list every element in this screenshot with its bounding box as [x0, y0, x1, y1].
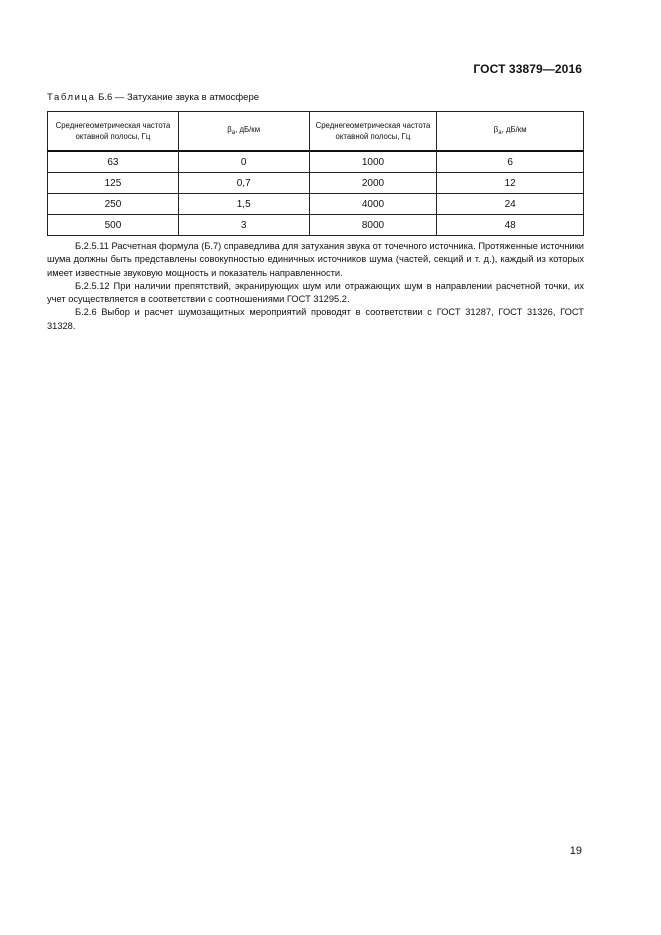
table-cell: 6	[437, 151, 584, 173]
page-number: 19	[569, 845, 582, 857]
table-cell: 1000	[309, 151, 437, 173]
paragraph-b2512: Б.2.5.12 При наличии препятствий, экранирующих шум или отражающих шум в направлении расчетной точки, их учет осуществляется в соответствии с соотношениями ГОСТ 31295.2.	[47, 280, 584, 305]
table-cell: 24	[437, 194, 584, 215]
attenuation-table	[47, 111, 584, 236]
table-cell: 0,7	[178, 173, 309, 194]
table-cell: 63	[48, 151, 179, 173]
paragraph-b26: Б.2.6 Выбор и расчет шумозащитных мероприятий проводят в соответствии с ГОСТ 31287, ГОСТ 31326, ГОСТ 31328.	[47, 307, 584, 331]
table-cell: 0	[178, 151, 309, 173]
table-row	[48, 151, 584, 173]
table-cell: 48	[437, 215, 584, 236]
table-row	[48, 215, 584, 236]
table-cell: 12	[437, 173, 584, 194]
table-cell: 8000	[309, 215, 437, 236]
document-code: ГОСТ 33879—2016	[473, 62, 582, 76]
paragraph-b2511: Б.2.5.11 Расчетная формула (Б.7) справедлива для затухания звука от точечного источника. Протяженные источники шума должны быть представлены совокупностью единичных источников шума (частей, секций и т. д.), каждый из которых имеет известные звуковую мощность и показатель направленности.	[47, 241, 584, 278]
table-cell: 4000	[309, 194, 437, 215]
table-row	[48, 194, 584, 215]
table-caption	[47, 92, 259, 103]
table-caption-label: Таблица	[47, 92, 96, 103]
table-cell: 125	[48, 173, 179, 194]
table-caption-text: Б.6 — Затухание звука в атмосфере	[98, 92, 260, 103]
header-beta-2: $\beta_a$, дБ/км	[437, 112, 584, 152]
body-text	[47, 240, 584, 333]
table-cell: 1,5	[178, 194, 309, 215]
table-header-row	[48, 112, 584, 152]
header-beta-1: $\beta_a$, дБ/км	[178, 112, 309, 152]
header-frequency-2: Среднегеометрическая частота октавной полосы, Гц	[309, 112, 437, 152]
table-cell: 250	[48, 194, 179, 215]
table-cell: 3	[178, 215, 309, 236]
table-cell: 2000	[309, 173, 437, 194]
table-cell: 500	[48, 215, 179, 236]
header-frequency-1: Среднегеометрическая частота октавной полосы, Гц	[48, 112, 179, 152]
table-row	[48, 173, 584, 194]
